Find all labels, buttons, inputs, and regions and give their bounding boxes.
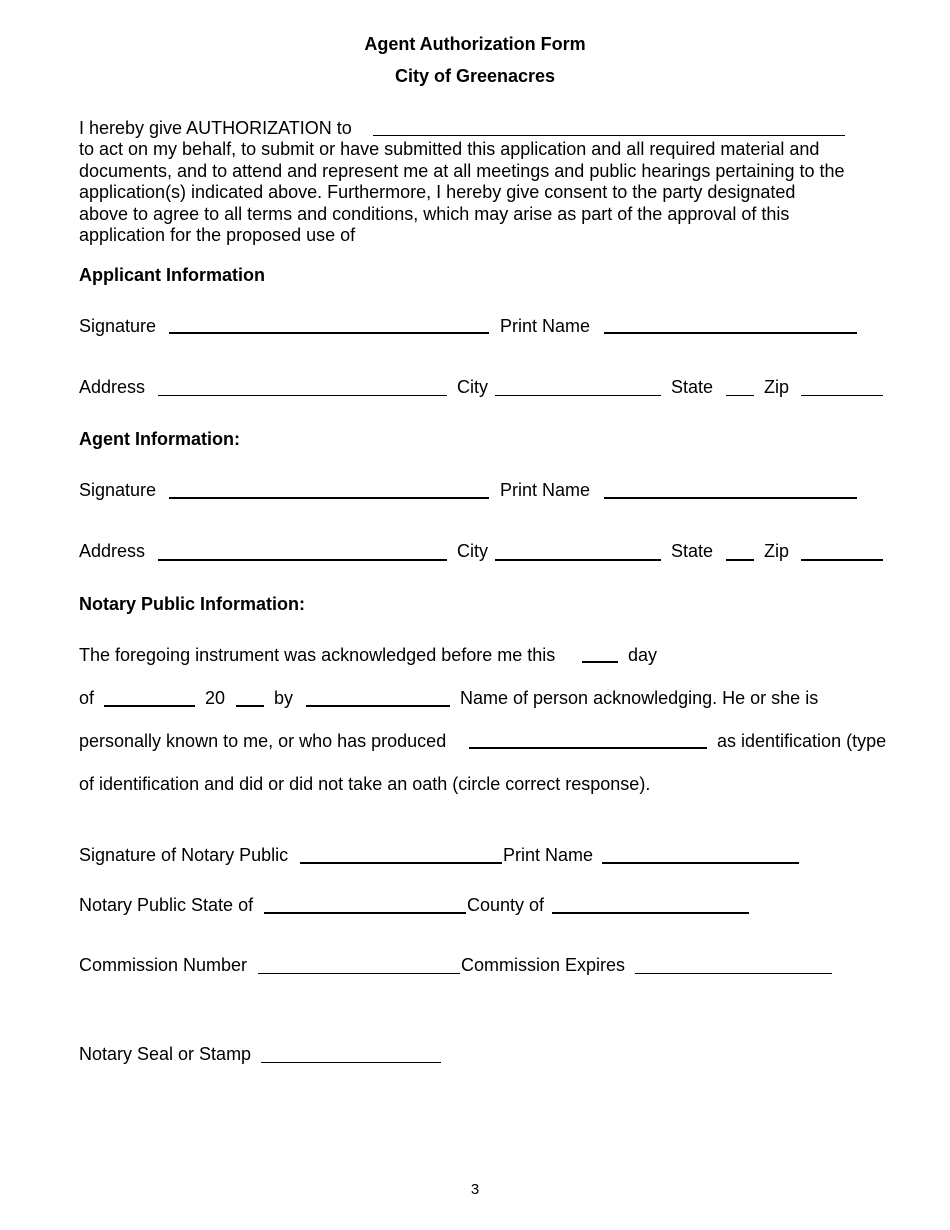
acknowledgment-day-label: day [628, 645, 658, 665]
authorization-line: application(s) indicated above. Furthermore, I hereby give consent to the party designated [79, 182, 796, 202]
acknowledgment-text: as identification (type [717, 731, 887, 751]
agent-signature-label: Signature [79, 480, 157, 500]
applicant-print-name-label: Print Name [500, 316, 591, 336]
agent-zip-label: Zip [764, 541, 790, 561]
acknowledgment-month-field[interactable] [104, 705, 195, 707]
form-subtitle: City of Greenacres [394, 66, 556, 86]
acknowledgment-year-label: 20 [205, 688, 226, 708]
authorization-line: above to agree to all terms and conditions, which may arise as part of the approval of this [79, 203, 790, 224]
applicant-city-label: City [457, 377, 488, 397]
page-number: 3 [470, 1181, 480, 1198]
commission-number-label: Commission Number [79, 955, 248, 975]
acknowledgment-text: The foregoing instrument was acknowledged before me this [79, 645, 556, 665]
notary-signature-label: Signature of Notary Public [79, 845, 289, 865]
notary-print-name-label: Print Name [503, 845, 594, 865]
agent-city-field[interactable] [495, 559, 661, 561]
agent-print-name-field[interactable] [604, 497, 857, 499]
applicant-address-label: Address [79, 377, 146, 397]
commission-expires-field[interactable] [635, 973, 832, 974]
acknowledgment-text: personally known to me, or who has produced [79, 731, 447, 751]
applicant-heading: Applicant Information [79, 265, 265, 285]
acknowledging-person-field[interactable] [306, 705, 450, 707]
authorized-agent-name-field[interactable] [373, 135, 845, 136]
notary-county-field[interactable] [552, 912, 749, 914]
notary-print-name-field[interactable] [602, 862, 799, 864]
acknowledgment-text: Name of person acknowledging. He or she is [460, 688, 819, 708]
acknowledgment-year-field[interactable] [236, 705, 264, 707]
authorization-line: to act on my behalf, to submit or have submitted this application and all required material and [79, 139, 820, 159]
authorization-lead: I hereby give AUTHORIZATION to [79, 118, 352, 138]
agent-heading: Agent Information: [79, 429, 240, 449]
agent-address-field[interactable] [158, 559, 447, 561]
authorization-paragraph [79, 139, 879, 247]
notary-seal-field[interactable] [261, 1062, 441, 1063]
agent-signature-field[interactable] [169, 497, 489, 499]
notary-state-label: Notary Public State of [79, 895, 254, 915]
applicant-address-field[interactable] [158, 395, 447, 396]
notary-county-label: County of [467, 895, 545, 915]
notary-seal-label: Notary Seal or Stamp [79, 1044, 252, 1064]
notary-state-field[interactable] [264, 912, 466, 914]
acknowledgment-by-label: by [274, 688, 294, 708]
identification-produced-field[interactable] [469, 747, 707, 749]
applicant-state-label: State [671, 377, 714, 397]
notary-heading: Notary Public Information: [79, 594, 306, 614]
commission-expires-label: Commission Expires [461, 955, 626, 975]
applicant-print-name-field[interactable] [604, 332, 857, 334]
agent-state-field[interactable] [726, 559, 754, 561]
agent-zip-field[interactable] [801, 559, 883, 561]
form-title: Agent Authorization Form [364, 34, 586, 54]
agent-city-label: City [457, 541, 488, 561]
authorization-line: application for the proposed use of [79, 225, 356, 245]
agent-print-name-label: Print Name [500, 480, 591, 500]
acknowledgment-of-label: of [79, 688, 95, 708]
notary-signature-field[interactable] [300, 862, 502, 864]
agent-state-label: State [671, 541, 714, 561]
acknowledgment-text: of identification and did or did not take an oath (circle correct response). [79, 774, 651, 794]
applicant-signature-label: Signature [79, 316, 157, 336]
agent-address-label: Address [79, 541, 146, 561]
authorization-line: documents, and to attend and represent me at all meetings and public hearings pertaining to the [79, 160, 845, 181]
commission-number-field[interactable] [258, 973, 460, 974]
applicant-city-field[interactable] [495, 395, 661, 396]
acknowledgment-day-field[interactable] [582, 661, 618, 663]
applicant-signature-field[interactable] [169, 332, 489, 334]
applicant-zip-field[interactable] [801, 395, 883, 396]
applicant-zip-label: Zip [764, 377, 790, 397]
applicant-state-field[interactable] [726, 395, 754, 396]
